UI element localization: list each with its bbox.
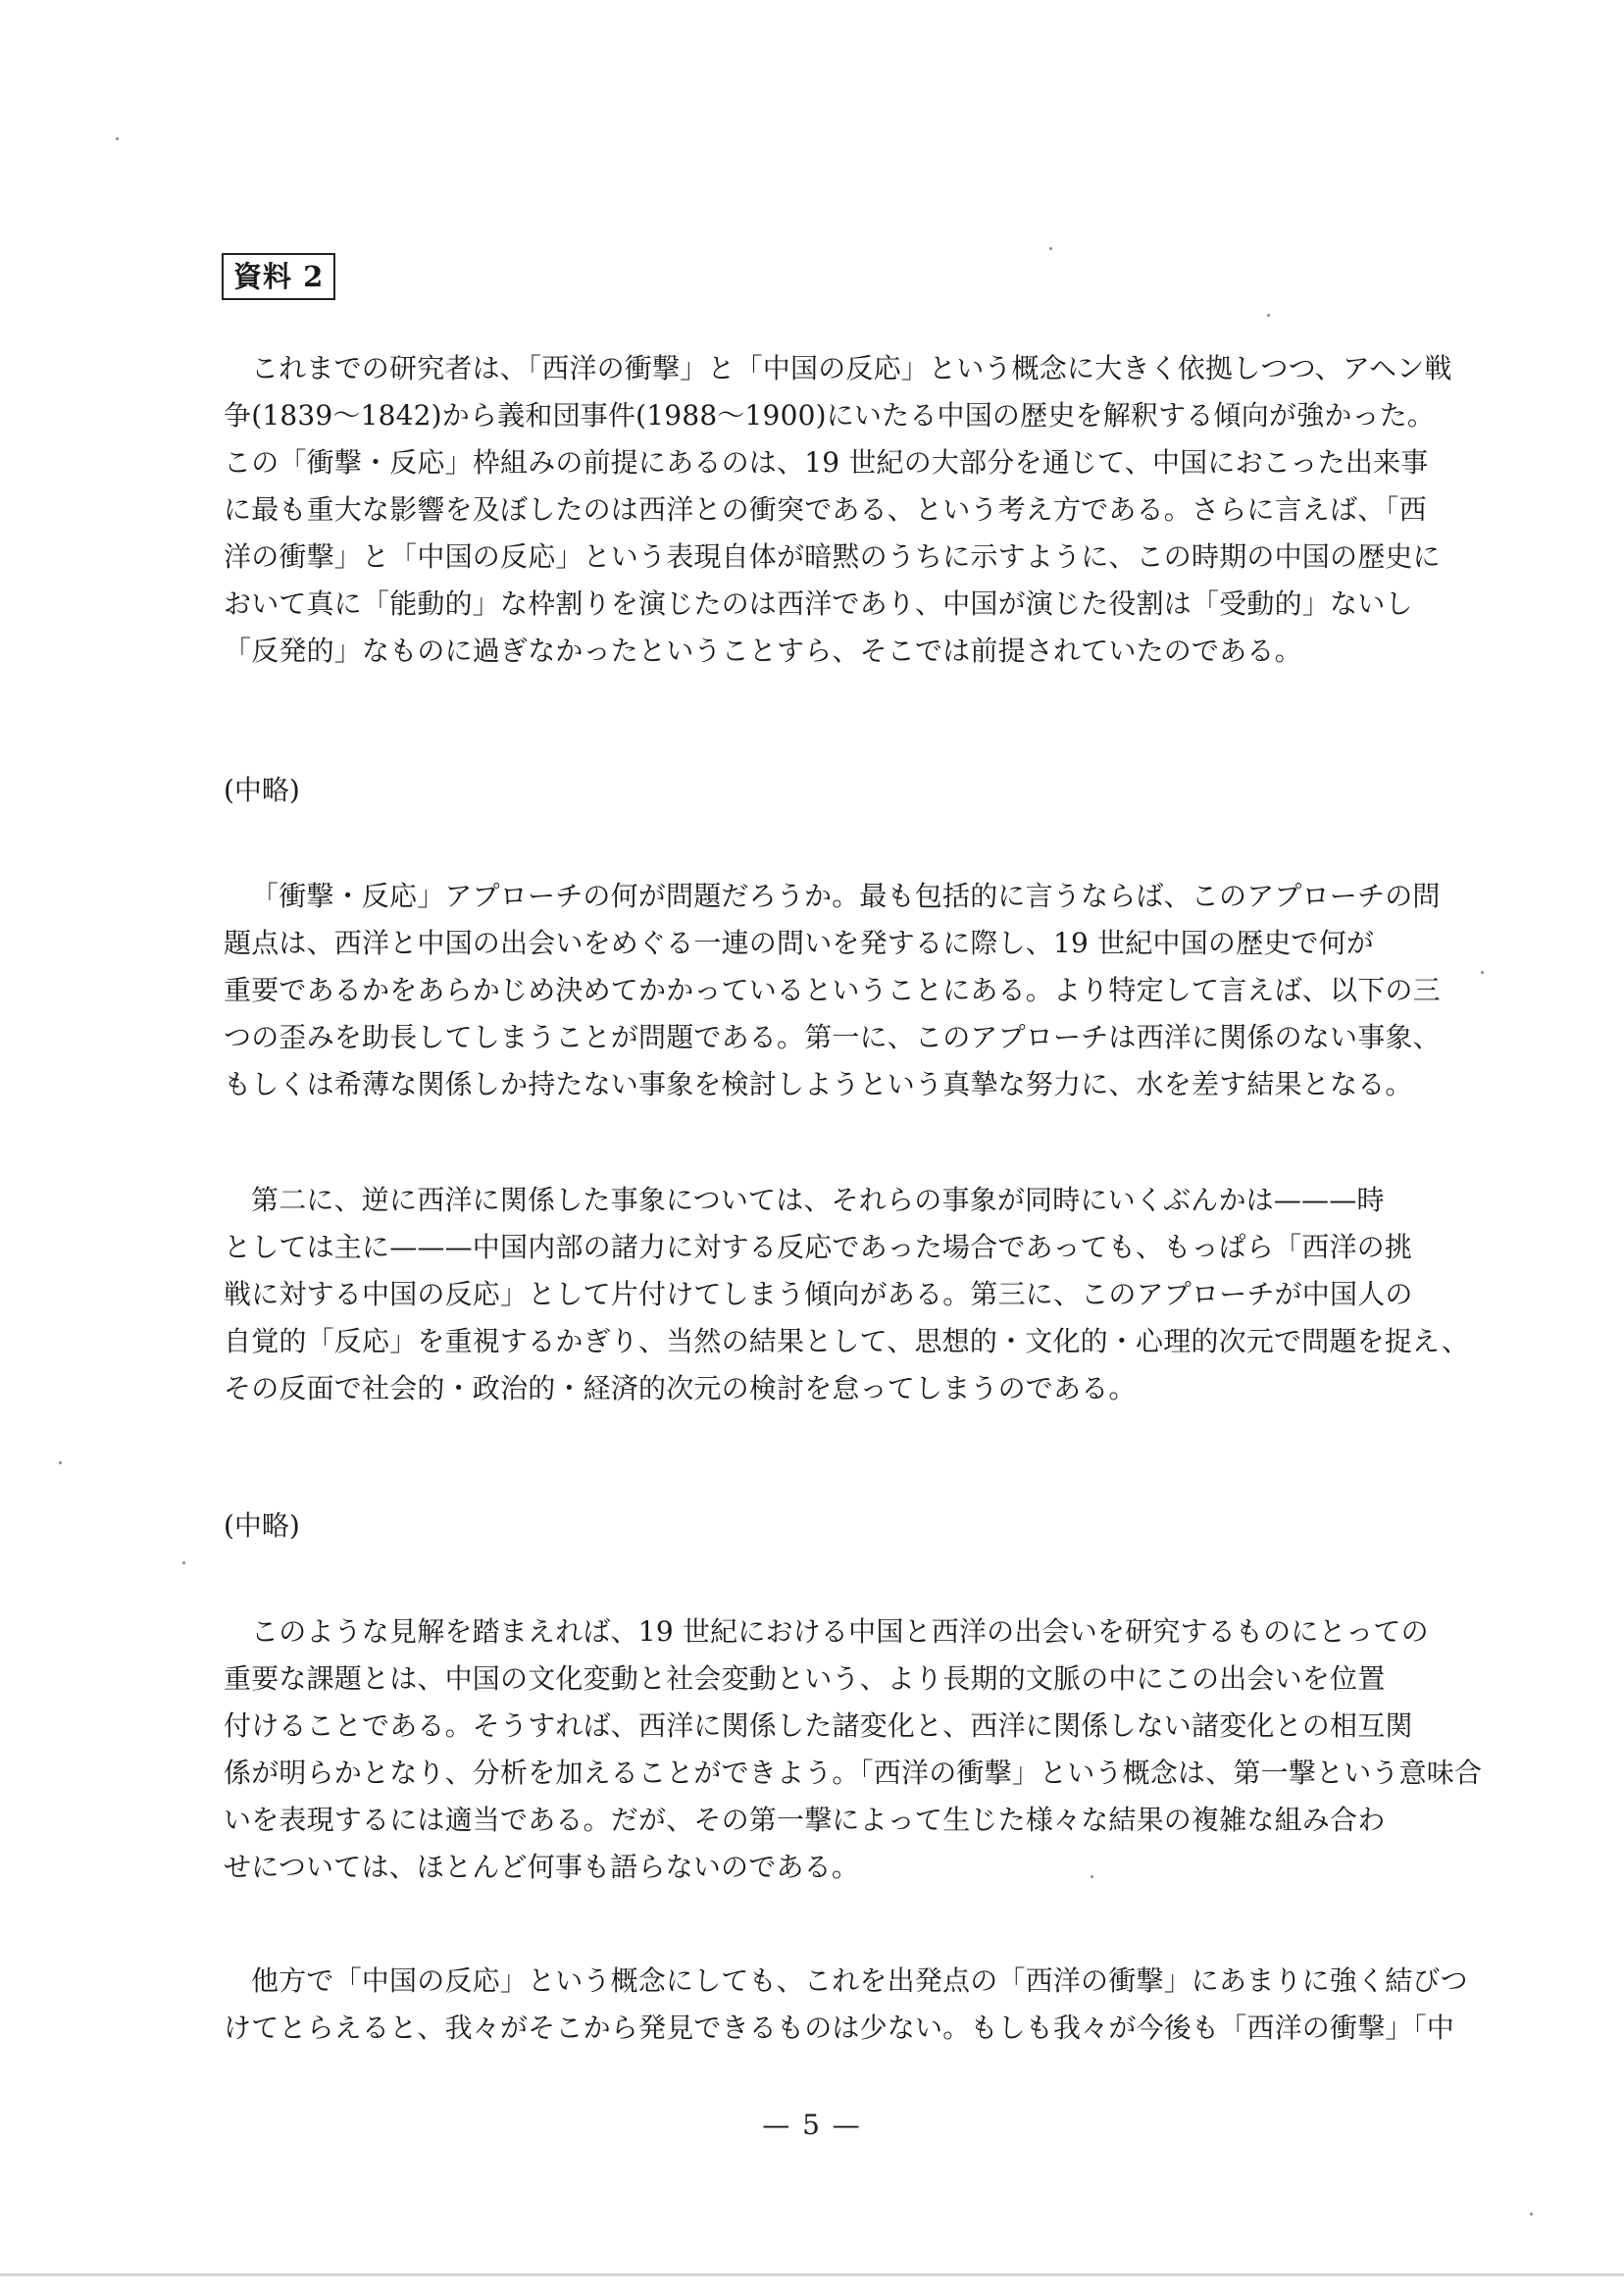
scan-speck xyxy=(116,137,119,140)
scan-speck xyxy=(1530,2213,1533,2216)
scan-speck xyxy=(1091,1875,1093,1878)
text-line: 戦に対する中国の反応」として片付けてしまう傾向がある。第三に、このアプローチが中国人の xyxy=(224,1278,1413,1310)
text-line: いを表現するには適当である。だが、その第一撃によって生じた様々な結果の複雑な組み合わ xyxy=(224,1804,1386,1836)
text-line: もしくは希薄な関係しか持たない事象を検討しようという真摯な努力に、水を差す結果となる。 xyxy=(224,1068,1413,1100)
text-line: 係が明らかとなり、分析を加えることができよう。「西洋の衝撃」という概念は、第一撃という意味合 xyxy=(224,1757,1483,1789)
paragraph-text xyxy=(224,1608,1483,1891)
page-number: — 5 — xyxy=(762,2109,862,2141)
text-line: としては主に———中国内部の諸力に対する反応であった場合であっても、もっぱら「西洋の挑 xyxy=(224,1231,1413,1263)
text-line: 洋の衝撃」と「中国の反応」という表現自体が暗黙のうちに示すように、この時期の中国の歴史に xyxy=(224,540,1441,573)
text-line: 他方で「中国の反応」という概念にしても、これを出発点の「西洋の衝撃」にあまりに強く結びつ xyxy=(251,1964,1468,1997)
text-line: 自覚的「反応」を重視するかぎり、当然の結果として、思想的・文化的・心理的次元で問題を捉え、 xyxy=(224,1325,1470,1357)
text-line: 「反発的」なものに過ぎなかったということすら、そこでは前提されていたのである。 xyxy=(224,635,1302,667)
text-line: 「衝撃・反応」アプローチの何が問題だろうか。最も包括的に言うならば、このアプローチの問 xyxy=(251,880,1441,912)
text-line: に最も重大な影響を及ぼしたのは西洋との衝突である、という考え方である。さらに言えば、「西 xyxy=(224,493,1427,526)
text-line: せについては、ほとんど何事も語らないのである。 xyxy=(224,1851,860,1883)
omission-marker: (中略) xyxy=(224,774,300,806)
text-line: 付けることである。そうすれば、西洋に関係した諸変化と、西洋に関係しない諸変化との相互関 xyxy=(224,1709,1413,1742)
text-line: 争(1839〜1842)から義和団事件(1988〜1900)にいたる中国の歴史を解釈する傾向が強かった。 xyxy=(224,399,1436,432)
scan-speck xyxy=(1049,247,1052,250)
paragraph-5 xyxy=(224,1958,1468,2052)
omission-marker: (中略) xyxy=(224,1509,300,1542)
text-line: この「衝撃・反応」枠組みの前提にあるのは、19 世紀の大部分を通じて、中国におこった出来事 xyxy=(224,446,1429,479)
document-label: 資料 2 xyxy=(222,253,335,300)
paragraph-text xyxy=(224,1958,1468,2052)
text-line: けてとらえると、我々がそこから発見できるものは少ない。もしも我々が今後も「西洋の衝撃」「中 xyxy=(224,2012,1455,2044)
text-line: 重要であるかをあらかじめ決めてかかっているということにある。より特定して言えば、以下の三 xyxy=(224,974,1441,1006)
scan-speck xyxy=(1267,314,1270,317)
text-line: その反面で社会的・政治的・経済的次元の検討を怠ってしまうのである。 xyxy=(224,1372,1137,1404)
scan-speck xyxy=(59,1461,62,1464)
paragraph-text xyxy=(224,345,1452,675)
text-line: つの歪みを助長してしまうことが問題である。第一に、このアプローチは西洋に関係のない事象、 xyxy=(224,1021,1441,1053)
text-line: 重要な課題とは、中国の文化変動と社会変動という、より長期的文脈の中にこの出会いを位置 xyxy=(224,1662,1386,1695)
text-line: 題点は、西洋と中国の出会いをめぐる一連の問いを発するに際し、19 世紀中国の歴史で何が xyxy=(224,927,1375,959)
paragraph-3 xyxy=(224,1177,1470,1412)
paragraph-4 xyxy=(224,1608,1483,1891)
paragraph-text xyxy=(224,873,1445,1108)
text-line: おいて真に「能動的」な枠割りを演じたのは西洋であり、中国が演じた役割は「受動的」ないし xyxy=(224,587,1413,620)
text-line: これまでの研究者は、「西洋の衝撃」と「中国の反応」という概念に大きく依拠しつつ、アヘン戦 xyxy=(251,352,1452,384)
scan-edge xyxy=(0,2273,1624,2276)
paragraph-text xyxy=(224,1177,1470,1412)
paragraph-1 xyxy=(224,345,1452,675)
text-line: 第二に、逆に西洋に関係した事象については、それらの事象が同時にいくぶんかは———時 xyxy=(251,1184,1385,1216)
scan-speck xyxy=(1481,971,1484,974)
scan-speck xyxy=(182,1561,185,1564)
paragraph-2 xyxy=(224,873,1445,1108)
text-line: このような見解を踏まえれば、19 世紀における中国と西洋の出会いを研究するものにとっての xyxy=(251,1615,1429,1648)
